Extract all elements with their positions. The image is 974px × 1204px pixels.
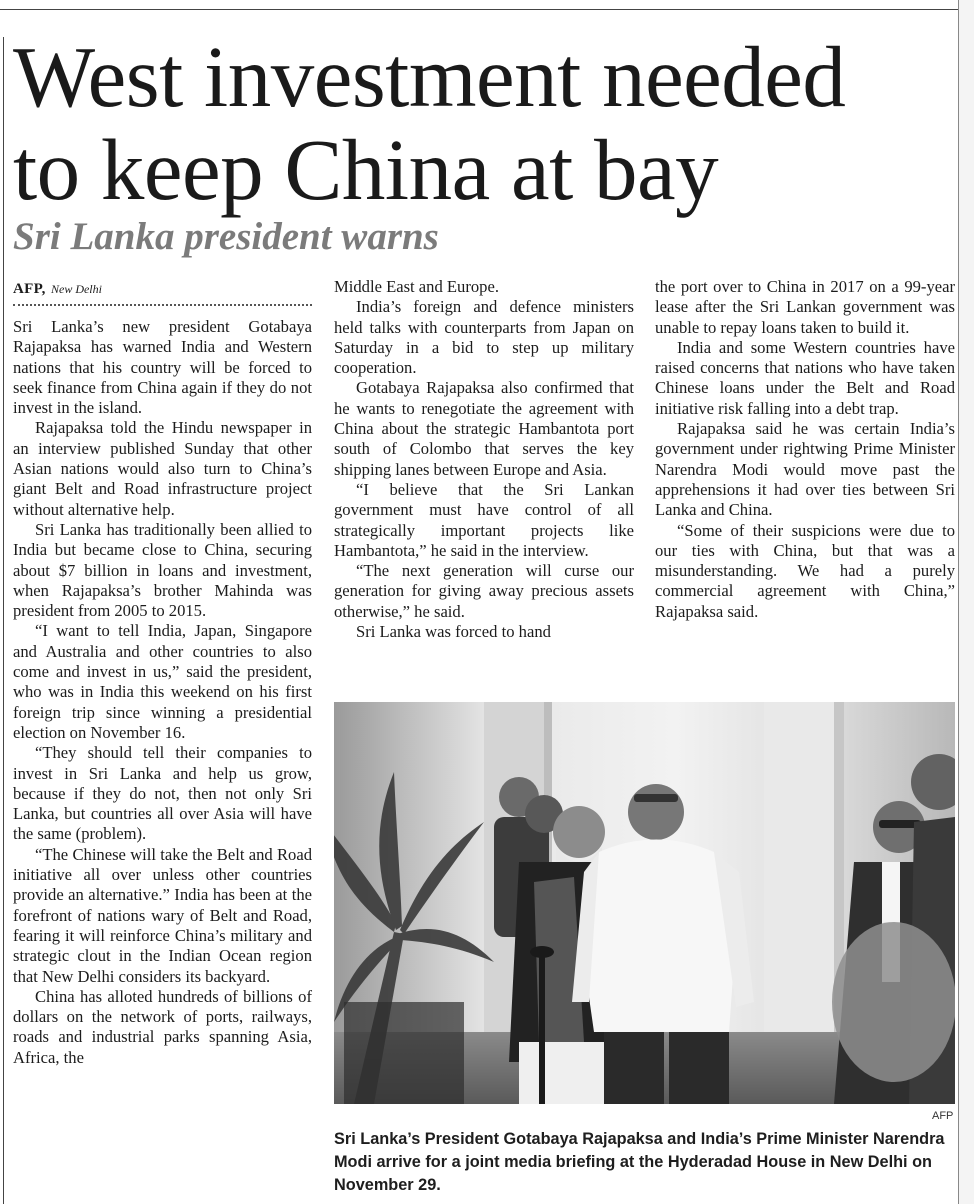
paragraph: Sri Lanka was forced to hand [356,622,551,642]
paragraph: “They should tell their companies to invest in Sri Lanka and help us grow, because if they do not, then not only Sri Lanka, but countries all over Asia will have the same (problem). [13,743,312,844]
headline-line-2: to keep China at bay [13,121,719,218]
paragraph: Sri Lanka has traditionally been allied to India but became close to China, securing about $7 billion in loans and investment, when Rajapaksa’s brother Mahinda was president from 2005 to 2015. [13,519,312,621]
article-column-1 [13,317,312,1068]
paragraph: the port over to China in 2017 on a 99-year lease after the Sri Lankan government was unable to repay loans taken to build it. [655,277,955,337]
news-photo-illustration [334,702,955,1104]
paragraph: Middle East and Europe. [334,277,499,296]
paragraph: Rajapaksa told the Hindu newspaper in an interview published Sunday that other Asian nations would also turn to China’s giant Belt and Road infrastructure project without alternative help. [13,418,312,519]
paragraph: Rajapaksa said he was certain India’s government under rightwing Prime Minister Narendra Modi would move past the apprehensions it had over ties between Sri Lanka and China. [655,419,955,520]
headline-line-1: West investment needed [13,28,846,125]
paragraph: “The Chinese will take the Belt and Road initiative all over unless other countries provide an alternative.” India has been at the forefront of nations wary of Belt and Road, fearing it will reinforce China’s military and strategic clout in the Indian Ocean region that New Delhi considers its backyard. [13,844,312,986]
paragraph: “The next generation will curse our generation for giving away precious assets otherwise,” he said. [334,561,634,621]
top-rule [0,9,958,10]
paragraph: “Some of their suspicions were due to our ties with China, but that was a misunderstanding. We had a purely commercial agreement with China,” Rajapaksa said. [655,520,955,621]
byline-dotted-rule [13,304,312,306]
news-photo [334,702,955,1104]
paragraph: Sri Lanka’s new president Gotabaya Rajapaksa has warned India and Western nations that his country will be forced to seek finance from China again if they do not invest in the island. [13,317,312,418]
page-edge [958,0,974,1204]
paragraph: “I believe that the Sri Lankan government must have control of all strategically important projects like Hambantota,” he said in the interview. [334,479,634,560]
article-column-3 [655,277,955,622]
article-column-2 [334,277,634,642]
paragraph: India and some Western countries have raised concerns that nations who have taken Chinese loans under the Belt and Road initiative risk falling into a debt trap. [655,337,955,418]
paragraph: India’s foreign and defence ministers held talks with counterparts from Japan on Saturday in a bid to step up military cooperation. [334,297,634,378]
byline-place: New Delhi [50,282,102,296]
byline [13,280,102,298]
photo-credit: AFP [932,1110,954,1122]
headline [13,30,953,216]
left-column-rule [3,37,4,1204]
photo-caption: Sri Lanka’s President Gotabaya Rajapaksa and India’s Prime Minister Narendra Modi arrive for a joint media briefing at the Hyderadad House in New Delhi on November 29. [334,1130,945,1194]
paragraph: Gotabaya Rajapaksa also confirmed that he wants to renegotiate the agreement with China about the strategic Hambantota port south of Colombo that serves the key shipping lanes between Europe and Asia. [334,378,634,479]
paragraph: China has alloted hundreds of billions of dollars on the network of ports, railways, roads and industrial parks spanning Asia, Africa, the [13,986,312,1067]
byline-agency: AFP, [13,281,46,297]
subheadline: Sri Lanka president warns [13,215,439,258]
paragraph: “I want to tell India, Japan, Singapore and Australia and other countries to also come and invest in us,” said the president, who was in India this weekend on his first foreign trip since winning a presidential election on November 16. [13,621,312,742]
